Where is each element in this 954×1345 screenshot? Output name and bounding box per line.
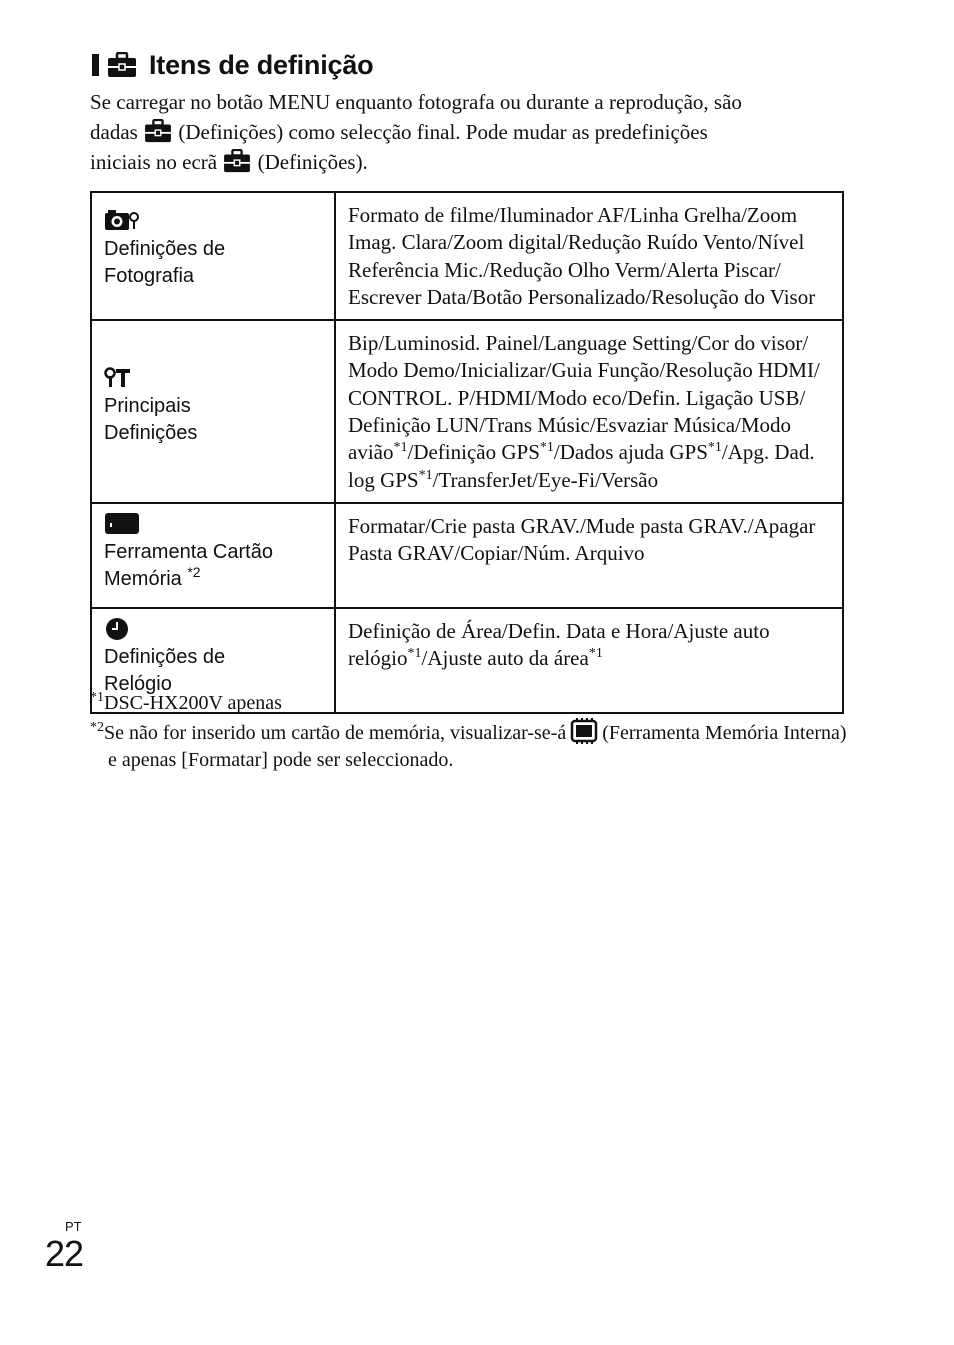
items-cell: Bip/Luminosid. Painel/Language Setting/Cor do visor/ Modo Demo/Inicializar/Guia Função/Resolução HDMI/ CONTROL. P/HDMI/Modo eco/Defin. Ligação USB/ Definição LUN/Trans Músic/Esvaziar Música/Modo avião$^{*1}$/Definição GPS$^{*1}$/Dados ajuda GPS$^{*1}$/Apg. Dad. log GPS$^{*1}$/TransferJet/Eye-Fi/Versão — [335, 320, 843, 503]
memory-card-tool-icon — [104, 512, 140, 536]
footnote-2: $^{*2}$Se não for inserido um cartão de memória, visualizar-se-á (Ferramenta Memória Interna) e apenas [Formatar] pode ser seleccionado. — [90, 719, 847, 771]
intro-line-1: Se carregar no botão MENU enquanto fotografa ou durante a reprodução, são — [90, 90, 742, 114]
toolbox-icon — [222, 149, 252, 173]
category-label: Definições — [104, 422, 198, 445]
main-settings-tools-icon — [104, 366, 132, 390]
clock-settings-icon — [104, 617, 132, 641]
internal-memory-tool-icon — [570, 718, 598, 744]
intro-paragraph — [90, 87, 850, 177]
category-label: Principais — [104, 395, 191, 418]
settings-table — [90, 191, 844, 714]
table-row — [91, 320, 843, 503]
table-row — [91, 192, 843, 320]
category-label: Memória $^{*2}$ — [104, 563, 201, 590]
camera-settings-icon — [104, 209, 140, 233]
category-label: Ferramenta Cartão — [104, 540, 273, 563]
footnote-1: $^{*1}$DSC-HX200V apenas — [90, 690, 282, 714]
section-heading — [92, 47, 373, 83]
category-label: Relógio — [104, 672, 172, 695]
category-label: Fotografia — [104, 265, 195, 287]
intro-line-3: iniciais no ecrã (Definições). — [90, 150, 368, 174]
toolbox-icon — [107, 52, 137, 78]
intro-line-2: dadas (Definições) como selecção final. Pode mudar as predefinições — [90, 120, 708, 144]
items-cell: Formatar/Crie pasta GRAV./Mude pasta GRAV./Apagar Pasta GRAV/Copiar/Núm. Arquivo — [335, 503, 843, 608]
footnotes — [90, 690, 850, 775]
category-cell — [91, 503, 335, 608]
items-cell: Definição de Área/Defin. Data e Hora/Ajuste auto relógio$^{*1}$/Ajuste auto da área$^{*1}$ — [335, 608, 843, 713]
page-title: Itens de definição — [149, 49, 374, 80]
page-language: PT — [65, 1219, 82, 1234]
page-number: 22 — [45, 1233, 84, 1274]
table-row — [91, 503, 843, 608]
items-cell: Formato de filme/Iluminador AF/Linha Grelha/Zoom Imag. Clara/Zoom digital/Redução Ruído Vento/Nível Referência Mic./Redução Olho Verm/Alerta Piscar/ Escrever Data/Botão Personalizado/Resolução do Visor — [335, 192, 843, 320]
category-cell — [91, 192, 335, 320]
category-label: Definições de — [104, 238, 226, 260]
category-cell — [91, 320, 335, 503]
category-label: Definições de — [104, 645, 226, 668]
toolbox-icon — [143, 119, 173, 143]
heading-marker-bar — [92, 54, 99, 76]
